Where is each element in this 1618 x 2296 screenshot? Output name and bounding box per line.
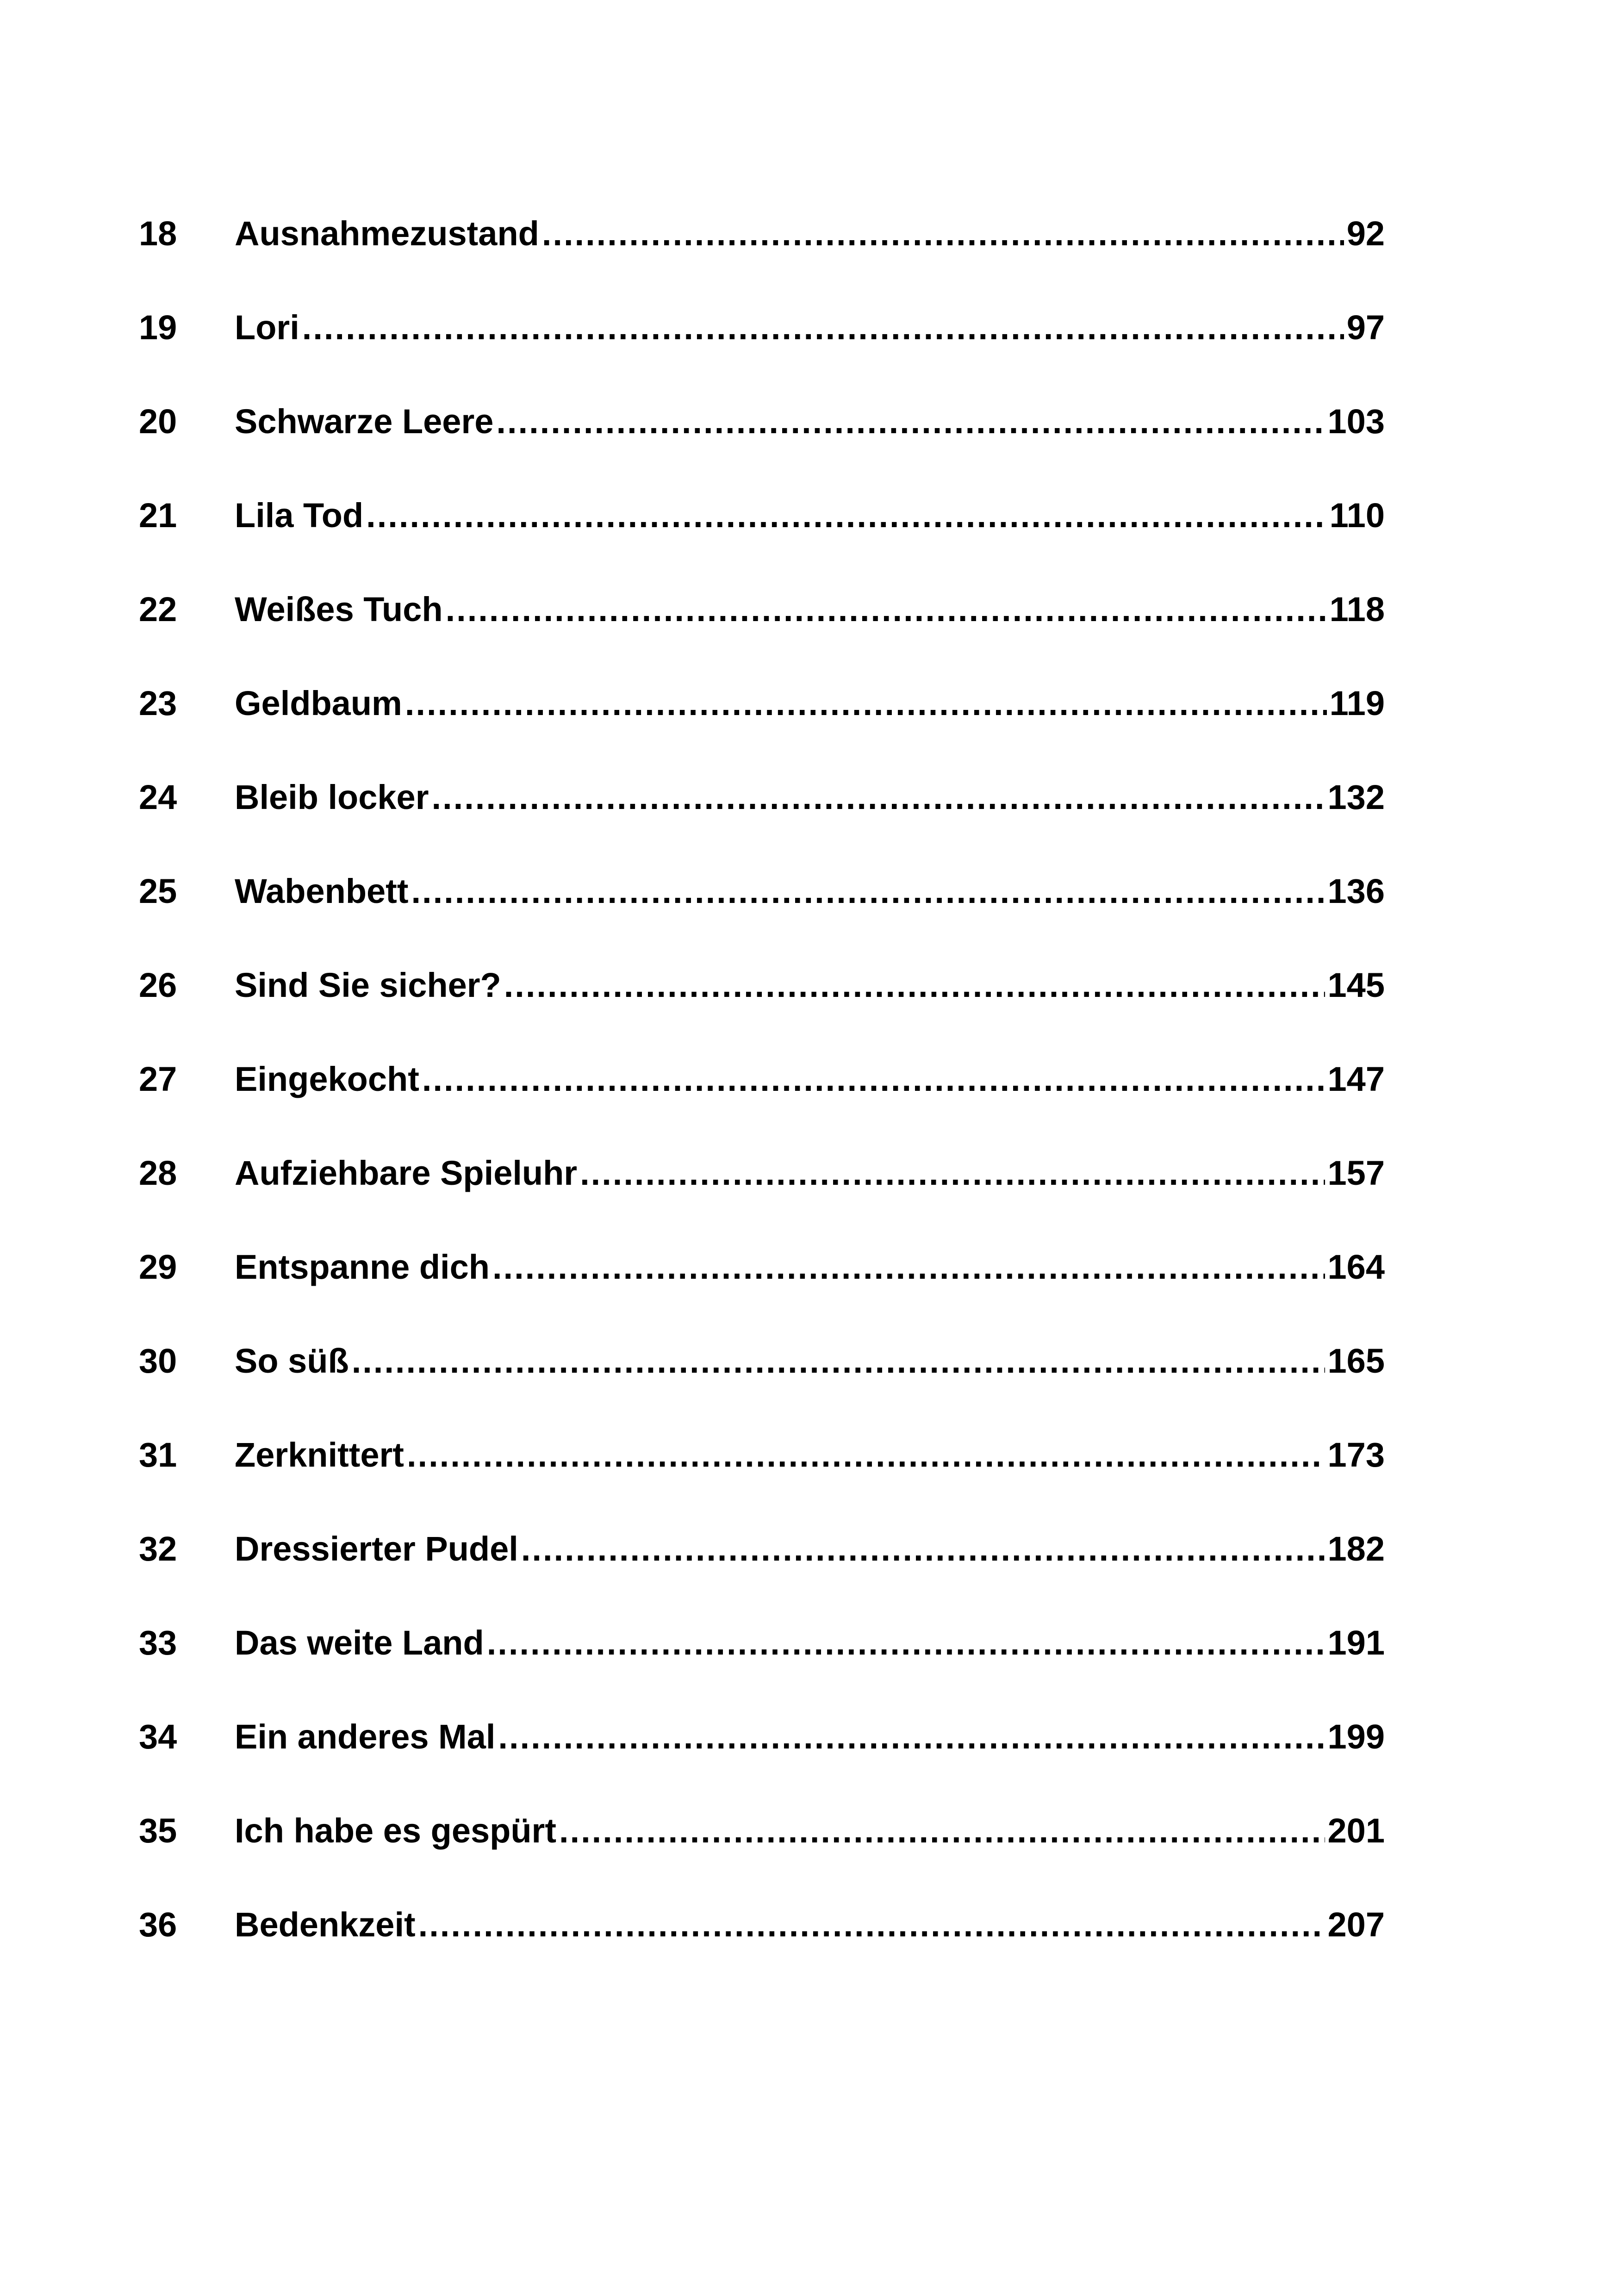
- toc-entry[interactable]: [139, 1150, 1385, 1244]
- chapter-title: Ausnahmezustand: [235, 214, 539, 253]
- chapter-number: 30: [139, 1342, 177, 1380]
- toc-entry[interactable]: [139, 1526, 1385, 1620]
- chapter-title: Aufziehbare Spieluhr: [235, 1154, 578, 1192]
- chapter-number: 20: [139, 402, 177, 441]
- dot-leader: [542, 211, 1344, 257]
- page-number: 132: [1327, 778, 1385, 816]
- chapter-title: Wabenbett: [235, 872, 409, 910]
- toc-entry[interactable]: [139, 1714, 1385, 1808]
- page-number: 191: [1327, 1624, 1385, 1662]
- page-number: 164: [1327, 1248, 1385, 1286]
- chapter-number: 26: [139, 966, 177, 1004]
- toc-entry[interactable]: [139, 1902, 1385, 1996]
- chapter-title: Entspanne dich: [235, 1248, 490, 1286]
- chapter-number: 35: [139, 1811, 177, 1850]
- toc-entry[interactable]: [139, 398, 1385, 492]
- page-number: 119: [1329, 684, 1385, 722]
- page-number: 147: [1327, 1060, 1385, 1098]
- dot-leader: [302, 305, 1344, 351]
- chapter-number: 27: [139, 1060, 177, 1098]
- page-number: 92: [1346, 214, 1385, 253]
- toc-entry[interactable]: [139, 1056, 1385, 1150]
- page-number: 182: [1327, 1530, 1385, 1568]
- dot-leader: [487, 1620, 1325, 1666]
- chapter-number: 24: [139, 778, 177, 816]
- chapter-title: Sind Sie sicher?: [235, 966, 501, 1004]
- toc-entry[interactable]: [139, 492, 1385, 586]
- chapter-number: 29: [139, 1248, 177, 1286]
- toc-entry[interactable]: [139, 1432, 1385, 1526]
- dot-leader: [405, 680, 1327, 727]
- toc-entry[interactable]: [139, 962, 1385, 1056]
- chapter-number: 21: [139, 496, 177, 535]
- toc-entry[interactable]: [139, 1338, 1385, 1432]
- chapter-title: Eingekocht: [235, 1060, 419, 1098]
- chapter-number: 25: [139, 872, 177, 910]
- toc-entry[interactable]: [139, 1808, 1385, 1902]
- toc-entry[interactable]: [139, 1620, 1385, 1714]
- chapter-number: 33: [139, 1624, 177, 1662]
- chapter-number: 31: [139, 1436, 177, 1474]
- chapter-number: 18: [139, 214, 177, 253]
- chapter-title: Weißes Tuch: [235, 590, 443, 628]
- page-number: 157: [1327, 1154, 1385, 1192]
- dot-leader: [366, 492, 1326, 539]
- dot-leader: [521, 1526, 1325, 1572]
- toc-entry[interactable]: [139, 1244, 1385, 1338]
- dot-leader: [411, 868, 1325, 915]
- dot-leader: [446, 586, 1327, 633]
- page-number: 201: [1327, 1811, 1385, 1850]
- toc-entry[interactable]: [139, 774, 1385, 868]
- page-number: 136: [1327, 872, 1385, 910]
- dot-leader: [498, 1714, 1325, 1760]
- dot-leader: [504, 962, 1325, 1008]
- toc-entry[interactable]: [139, 211, 1385, 305]
- table-of-contents: [139, 211, 1385, 1996]
- dot-leader: [422, 1056, 1325, 1102]
- page-number: 199: [1327, 1717, 1385, 1756]
- chapter-number: 34: [139, 1717, 177, 1756]
- chapter-number: 28: [139, 1154, 177, 1192]
- dot-leader: [496, 398, 1325, 445]
- chapter-number: 23: [139, 684, 177, 722]
- page-number: 103: [1327, 402, 1385, 441]
- dot-leader: [407, 1432, 1325, 1478]
- dot-leader: [580, 1150, 1325, 1196]
- chapter-title: Dressierter Pudel: [235, 1530, 518, 1568]
- chapter-title: Schwarze Leere: [235, 402, 494, 441]
- toc-entry[interactable]: [139, 586, 1385, 680]
- toc-entry[interactable]: [139, 868, 1385, 962]
- page-number: 97: [1346, 308, 1385, 347]
- dot-leader: [432, 774, 1325, 821]
- chapter-number: 19: [139, 308, 177, 347]
- chapter-number: 32: [139, 1530, 177, 1568]
- page-number: 207: [1327, 1905, 1385, 1944]
- page-number: 110: [1329, 496, 1385, 535]
- chapter-title: Bedenkzeit: [235, 1905, 416, 1944]
- page-number: 145: [1327, 966, 1385, 1004]
- dot-leader: [559, 1808, 1325, 1854]
- chapter-title: Ein anderes Mal: [235, 1717, 496, 1756]
- chapter-title: Geldbaum: [235, 684, 402, 722]
- chapter-title: Lila Tod: [235, 496, 364, 535]
- chapter-title: Ich habe es gespürt: [235, 1811, 556, 1850]
- chapter-title: Lori: [235, 308, 299, 347]
- chapter-number: 22: [139, 590, 177, 628]
- dot-leader: [352, 1338, 1325, 1384]
- chapter-number: 36: [139, 1905, 177, 1944]
- dot-leader: [492, 1244, 1325, 1290]
- chapter-title: So süß: [235, 1342, 349, 1380]
- page-number: 165: [1327, 1342, 1385, 1380]
- page-number: 118: [1329, 590, 1385, 628]
- page-number: 173: [1327, 1436, 1385, 1474]
- chapter-title: Zerknittert: [235, 1436, 404, 1474]
- chapter-title: Bleib locker: [235, 778, 429, 816]
- chapter-title: Das weite Land: [235, 1624, 484, 1662]
- dot-leader: [418, 1902, 1325, 1948]
- toc-entry[interactable]: [139, 680, 1385, 774]
- toc-entry[interactable]: [139, 305, 1385, 398]
